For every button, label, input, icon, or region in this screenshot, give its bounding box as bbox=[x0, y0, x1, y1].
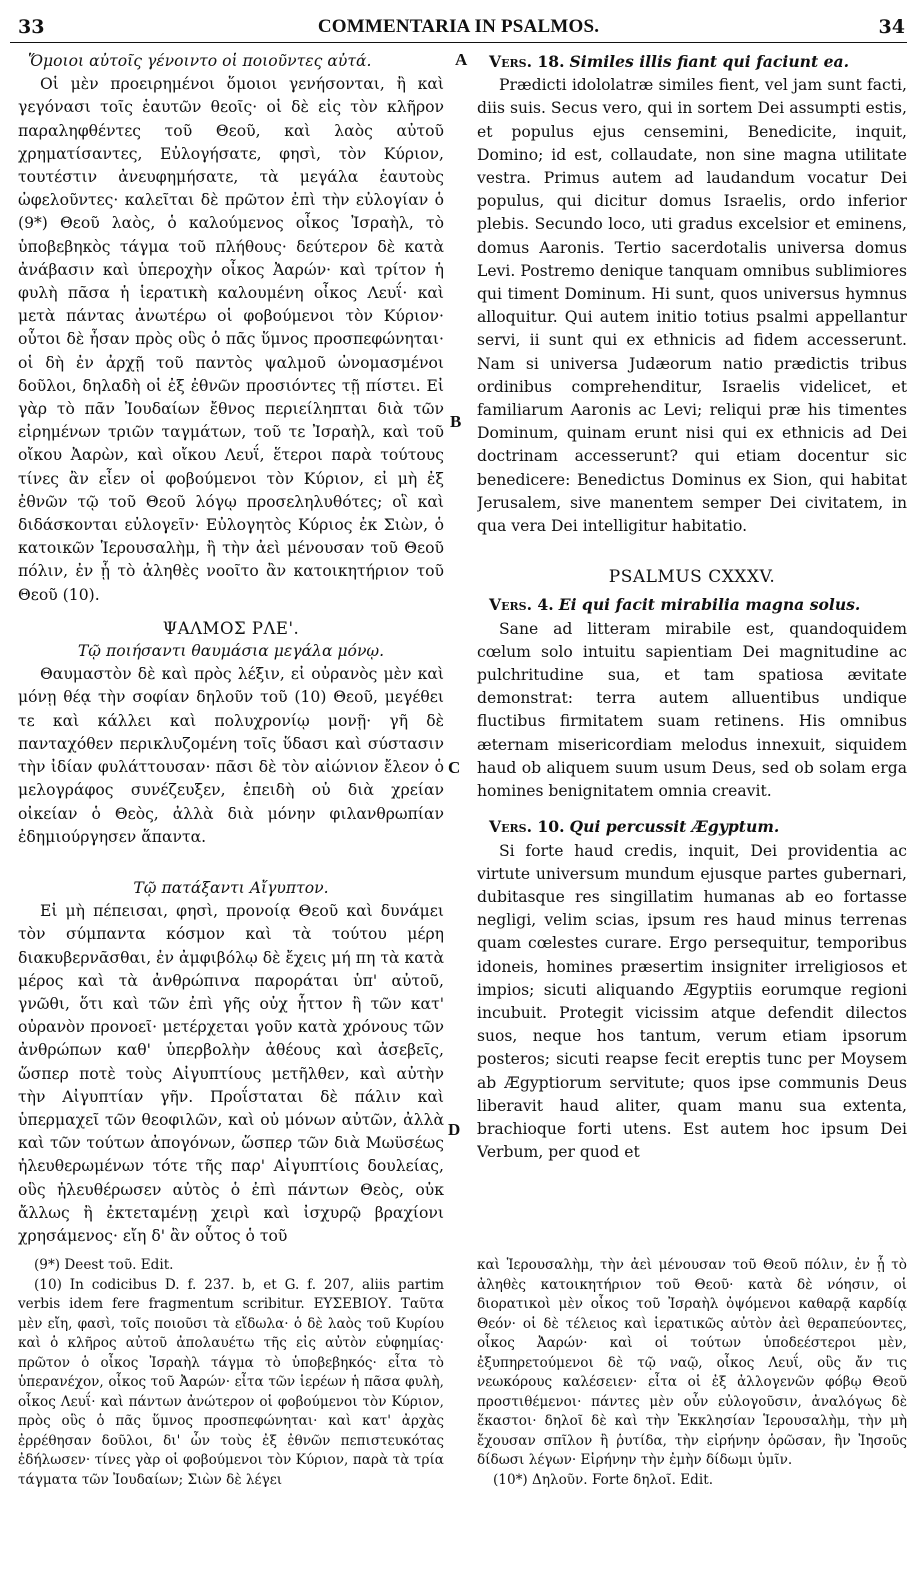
latin-verse-heading bbox=[477, 50, 907, 74]
latin-verse-3-label: Vers. 10. bbox=[489, 817, 565, 837]
latin-psalm-title: PSALMUS CXXXV. bbox=[608, 567, 776, 588]
latin-paragraph-3: Si forte haud credis, inquit, Dei providentia ac virtute universum mundum ejusque partes gubernari, dubitasque res singillatim humanas ab eo fortasse negligi, velim scias, ipsum res haud minus terrenas quam cœlestes curare. Ergo persequitur, temporibus idoneis, homines præsertim insigniter irreligiosos et impios; sicuti aliquando Ægyptiis eorumque regioni incubuit. Protegit vicissim atque defendit dilectos suos, neque hos tantum, verum etiam ipsorum posteros; sicuti reapse fecit ereptis tunc per Moysem ab Ægyptiorum servitute; quos ipse communis Deus liberavit haud aliter, quam manu sua extenta, brachioque forti utens. Est autem hoc ipsum Dei Verbum, per quod et bbox=[477, 841, 907, 1162]
footnotes-left bbox=[18, 1250, 444, 1490]
margin-letter-b: B bbox=[450, 412, 462, 431]
greek-psalm-title: ΨΑΛΜΟΣ ΡΛΕ'. bbox=[162, 618, 300, 638]
latin-verse-3-text: Qui percussit Ægyptum. bbox=[569, 817, 780, 837]
greek-verse-heading: Ὅμοιοι αὐτοῖς γένοιντο οἱ ποιοῦντες αὐτά. bbox=[28, 52, 372, 70]
footnote-9: (9*) Deest τοῦ. Edit. bbox=[34, 1257, 174, 1273]
greek-column bbox=[18, 50, 444, 1245]
margin-letter-c: C bbox=[448, 758, 461, 777]
latin-paragraph-1: Prædicti idololatræ similes fient, vel jam sunt facti, diis suis. Secus vero, qui in sortem Dei assumpti estis, et populus ejus censemini, Benedicite, inquit, Domino; id est, collaudate, non sine magna utilitate vestra. Primus autem ad laudandum vocatur Dei populus, qui dicitur domus Israelis, ordo inferior plebis. Secundo loco, uti gradus excelsior et eminens, domus Aaronis. Tertio sacerdotalis universa domus Levi. Postremo denique tanquam omnibus sublimiores qui timent Dominum. Hi sunt, quos universus hymnus alloquitur. Qui autem initio totius psalmi appellantur servi, ii sunt qui ex ethnicis ad fidem accesserunt. Nam si universa Judæorum natio prædictis tribus ordinibus comprehenditur, Israelis videlicet, et familiarum Aaronis ac Levi; reliqui præ his timentes Dominum, quinam erunt nisi qui ex ethnicis ad Dei doctrinam accesserunt? qui etiam docentur sic benedicere: Benedictus Dominus ex Sion, qui habitat Jerusalem, sive manentem semper Dei civitatem, in qua vera Dei intelligitur habitatio. bbox=[477, 76, 907, 536]
greek-paragraph-3: Εἰ μὴ πέπεισαι, φησὶ, προνοίᾳ Θεοῦ καὶ δυνάμει τὸν σύμπαντα κόσμον καὶ τὰ τούτου μέρη διακυβερνᾶσθαι, ἐν ἀμφιβόλῳ δὲ ἔχεις μή πη τὰ κατὰ μέρος καὶ τὰ ἀνθρώπινα παροράται ὑπ' αὐτοῦ, γνῶθι, ὅτι καὶ τῶν ἐπὶ γῆς οὐχ ἧττον ἢ τῶν κατ' οὐρανὸν προνοεῖ· μετέρχεται γοῦν κατὰ χρόνους τῶν ἀνθρώπων καθ' ὑπερβολὴν ἀθέους καὶ ἀσεβεῖς, ὥσπερ ποτὲ τοὺς Αἰγυπτίους μετῆλθεν, καὶ αὐτὴν τὴν Αἰγυπτίαν γῆν. Προΐσταται δὲ πάλιν καὶ ὑπερμαχεῖ τῶν θεοφιλῶν, καὶ οὐ μόνων αὐτῶν, ἀλλὰ καὶ τῶν τούτων ἀπογόνων, ὥσπερ τῶν διὰ Μωϋσέως ἠλευθερωμένων τότε τῆς παρ' Αἰγυπτίοις δουλείας, οὓς ἠλευθέρωσεν αὐτὸς ὁ ἐπὶ πάντων Θεὸς, οὐκ ἄλλως ἢ ἐκτεταμένῃ χειρὶ καὶ ἰσχυρῷ βραχίονι χρησάμενος· εἴη δ' ἂν οὗτος ὁ τοῦ bbox=[18, 902, 444, 1245]
footnote-10-star: (10*) Δηλοῦν. Forte δηλοῖ. Edit. bbox=[493, 1471, 714, 1488]
latin-paragraph-2: Sane ad litteram mirabile est, quandoquidem cœlum solo intuitu sapientiam Dei magnitudine ac pulchritudine sua, et tam spatiosa ævitate demonstrat: terra autem alluentibus undique fluctibus firmitatem suam retinens. His omnibus æternam misericordiam melodus innexuit, siquidem haud ob aliquem suum usum Deus, sed ob solam erga homines benignitatem omnia creavit. bbox=[477, 619, 907, 801]
margin-letter-a: A bbox=[455, 50, 468, 69]
latin-verse-text: Similes illis fiant qui faciunt ea. bbox=[569, 52, 850, 71]
latin-verse-2-heading bbox=[477, 593, 907, 617]
greek-verse-2: Τῷ πατάξαντι Αἴγυπτον. bbox=[133, 878, 329, 897]
footnote-10-continued: καὶ Ἱερουσαλὴμ, τὴν ἀεὶ μένουσαν τοῦ Θεοῦ πόλιν, ἐν ᾗ τὸ ἀληθὲς κατοικητήριον τοῦ Θεοῦ· κατὰ δὲ νόησιν, οἱ διορατικοὶ μὲν οἶκος τοῦ Ἰσραὴλ ὀψόμενοι καθαρᾷ καρδίᾳ Θεόν· οἱ δὲ τέλειος καὶ ἱερατικῶς αὐτὸν ἀεὶ θεραπεύοντες, οἶκος Ἀαρών· καὶ οἱ τούτων ὑποδεέστεροι μὲν, ἐξυπηρετούμενοι δὲ τῷ ναῷ, οἶκος Λευΐ, οὓς ἄν τις νεωκόρους καλέσειεν· εἶτα οἱ ἐξ ἀλλογενῶν φόβῳ Θεοῦ προστιθέμενοι· πάντες μὲν οὖν εὐλογοῦσιν, ἀναλόγως δὲ ἕκαστοι· δηλοῖ δὲ καὶ τὴν Ἐκκλησίαν Ἱερουσαλὴμ, τὴν μὴ ἔχουσαν σπῖλον ἢ ῥυτίδα, τὴν εἰρήνην ὁρῶσαν, ἣν Ἰησοῦς δίδωσι λέγων· Εἰρήνην τὴν ἐμὴν δίδωμι ὑμῖν. bbox=[477, 1257, 907, 1468]
latin-spacer bbox=[477, 803, 907, 815]
latin-verse-label: Vers. 18. bbox=[489, 52, 565, 71]
latin-column bbox=[477, 50, 907, 1245]
page-header bbox=[10, 14, 907, 43]
greek-paragraph-2: Θαυμαστὸν δὲ καὶ πρὸς λέξιν, εἰ οὐρανὸς μὲν καὶ μόνῃ θέᾳ τὴν σοφίαν δηλοῦν τοῦ (10) Θεοῦ, μεγέθει τε καὶ κάλλει καὶ πολυχρονίῳ μονῇ· γῆ δὲ πανταχόθεν περικλυζομένη τοῖς ὕδασι καὶ σύστασιν τὴν ἰδίαν φυλάττουσαν· πᾶσι δὲ τὸν αἰώνιον ἔλεον ὁ μελογράφος συνέζευξεν, ἐπειδὴ οὐ διὰ χρείαν οἰκείαν ὁ Θεὸς, ἀλλὰ διὰ μόνην φιλανθρωπίαν ἐδημιούργησεν ἅπαντα. bbox=[18, 665, 444, 846]
page-number-right: 34 bbox=[878, 16, 905, 38]
footnote-10: (10) In codicibus D. f. 237. b, et G. f. 207, aliis partim verbis idem fere fragmentum scribitur. ΕΥΣΕΒΙΟΥ. Ταῦτα μὲν εἴη, φασὶ, τοῖς ποιοῦσι τὰ εἴδωλα· ὁ δὲ λαὸς τοῦ Κυρίου καὶ ὁ κλῆρος αὐτοῦ ἀπολαυέτω τῆς εἰς αὐτὸν εὐφημίας· πρῶτον ὁ οἶκος Ἰσραὴλ τάγμα τὸ ὑποβεβηκός· εἶτα τὸ ὑπερανέχον, οἶκος τοῦ Ἀαρών· εἶτα τῶν ἱερέων ἡ πᾶσα φυλὴ, οἶκος Λευΐ· καὶ πάντων ἀνώτερον οἱ φοβούμενοι τὸν Κύριον, πρὸς οὓς ὁ πᾶς ὕμνος προσπεφώνηται· καὶ κατ' ἀρχὰς ἐρρέθησαν δοῦλοι, δι' ὧν τοὺς ἐξ ἐθνῶν πεπιστευκότας ἐδήλωσεν· τίνες γὰρ οἱ φοβούμενοι τὸν Κύριον, παρὰ τὰ τρία τάγματα τῶν Ἰουδαίων; Σιὼν δὲ λέγει bbox=[18, 1276, 444, 1488]
greek-spacer bbox=[18, 849, 444, 877]
footnotes-right bbox=[477, 1250, 907, 1490]
margin-letter-d: D bbox=[448, 1120, 461, 1139]
page-number-left: 33 bbox=[18, 16, 45, 38]
running-title: COMMENTARIA IN PSALMOS. bbox=[317, 16, 600, 37]
greek-paragraph-1: Οἱ μὲν προειρημένοι ὅμοιοι γενήσονται, ἢ καὶ γεγόνασι τοῖς ἑαυτῶν θεοῖς· οἱ δὲ εἰς τὸν κλῆρον παραληφθέντες τοῦ Θεοῦ, καὶ λαὸς αὐτοῦ χρηματίσαντες, Εὐλογήσατε, φησὶ, τὸν Κύριον, τουτέστιν ἀνευφημήσατε, τὰ μεγάλα ἑαυτοὺς ὠφελοῦντες· καλεῖται δὲ πρῶτον ἐπὶ τὴν εὐλογίαν ὁ (9*) Θεοῦ λαὸς, ὁ καλούμενος οἶκος Ἰσραὴλ, τὸ ὑποβεβηκὸς τάγμα τοῦ πλήθους· δεύτερον δὲ κατὰ ἀνάβασιν καὶ ὑπεροχὴν οἶκος Ἀαρών· καὶ τρίτον ἡ φυλὴ πᾶσα ἡ ἱερατικὴ καλουμένη οἶκος Λευΐ· καὶ μετὰ πάντας ἀνωτέρω οἱ φοβούμενοι τὸν Κύριον· οὗτοι δὲ ἦσαν πρὸς οὓς ὁ πᾶς ὕμνος προσπεφώνηται· οἱ δὴ ἐν ἀρχῇ τοῦ παντὸς ψαλμοῦ ὠνομασμένοι δοῦλοι, δηλαδὴ οἱ ἐξ ἐθνῶν προσιόντες τῇ πίστει. Εἰ γὰρ τὸ πᾶν Ἰουδαίων ἔθνος περιείληπται διὰ τῶν εἰρημένων τριῶν ταγμάτων, τοῦ τε Ἰσραὴλ, καὶ τοῦ οἴκου Ἀαρὼν, καὶ οἴκου Λευΐ, ἕτεροι παρὰ τούτους τίνες ἂν εἶεν οἱ φοβούμενοι τὸν Κύριον, εἰ μὴ ἐξ ἐθνῶν τῷ τοῦ Θεοῦ λόγῳ προσεληλυθότες; οἳ καὶ διδάσκονται εὐλογεῖν· Εὐλογητὸς Κύριος ἐκ Σιὼν, ὁ κατοικῶν Ἱερουσαλὴμ, ἢ τὴν ἀεὶ μένουσαν τοῦ Θεοῦ πόλιν, ἐν ᾗ τὸ ἀληθὲς νοοῖτο ἂν κατοικητήριον τοῦ Θεοῦ (10). bbox=[18, 75, 444, 604]
latin-verse-3-heading bbox=[477, 815, 907, 839]
latin-verse-2-text: Ei qui facit mirabilia magna solus. bbox=[558, 595, 861, 615]
greek-psalm-verse: Τῷ ποιήσαντι θαυμάσια μεγάλα μόνῳ. bbox=[77, 642, 385, 661]
latin-verse-2-label: Vers. 4. bbox=[489, 595, 554, 615]
